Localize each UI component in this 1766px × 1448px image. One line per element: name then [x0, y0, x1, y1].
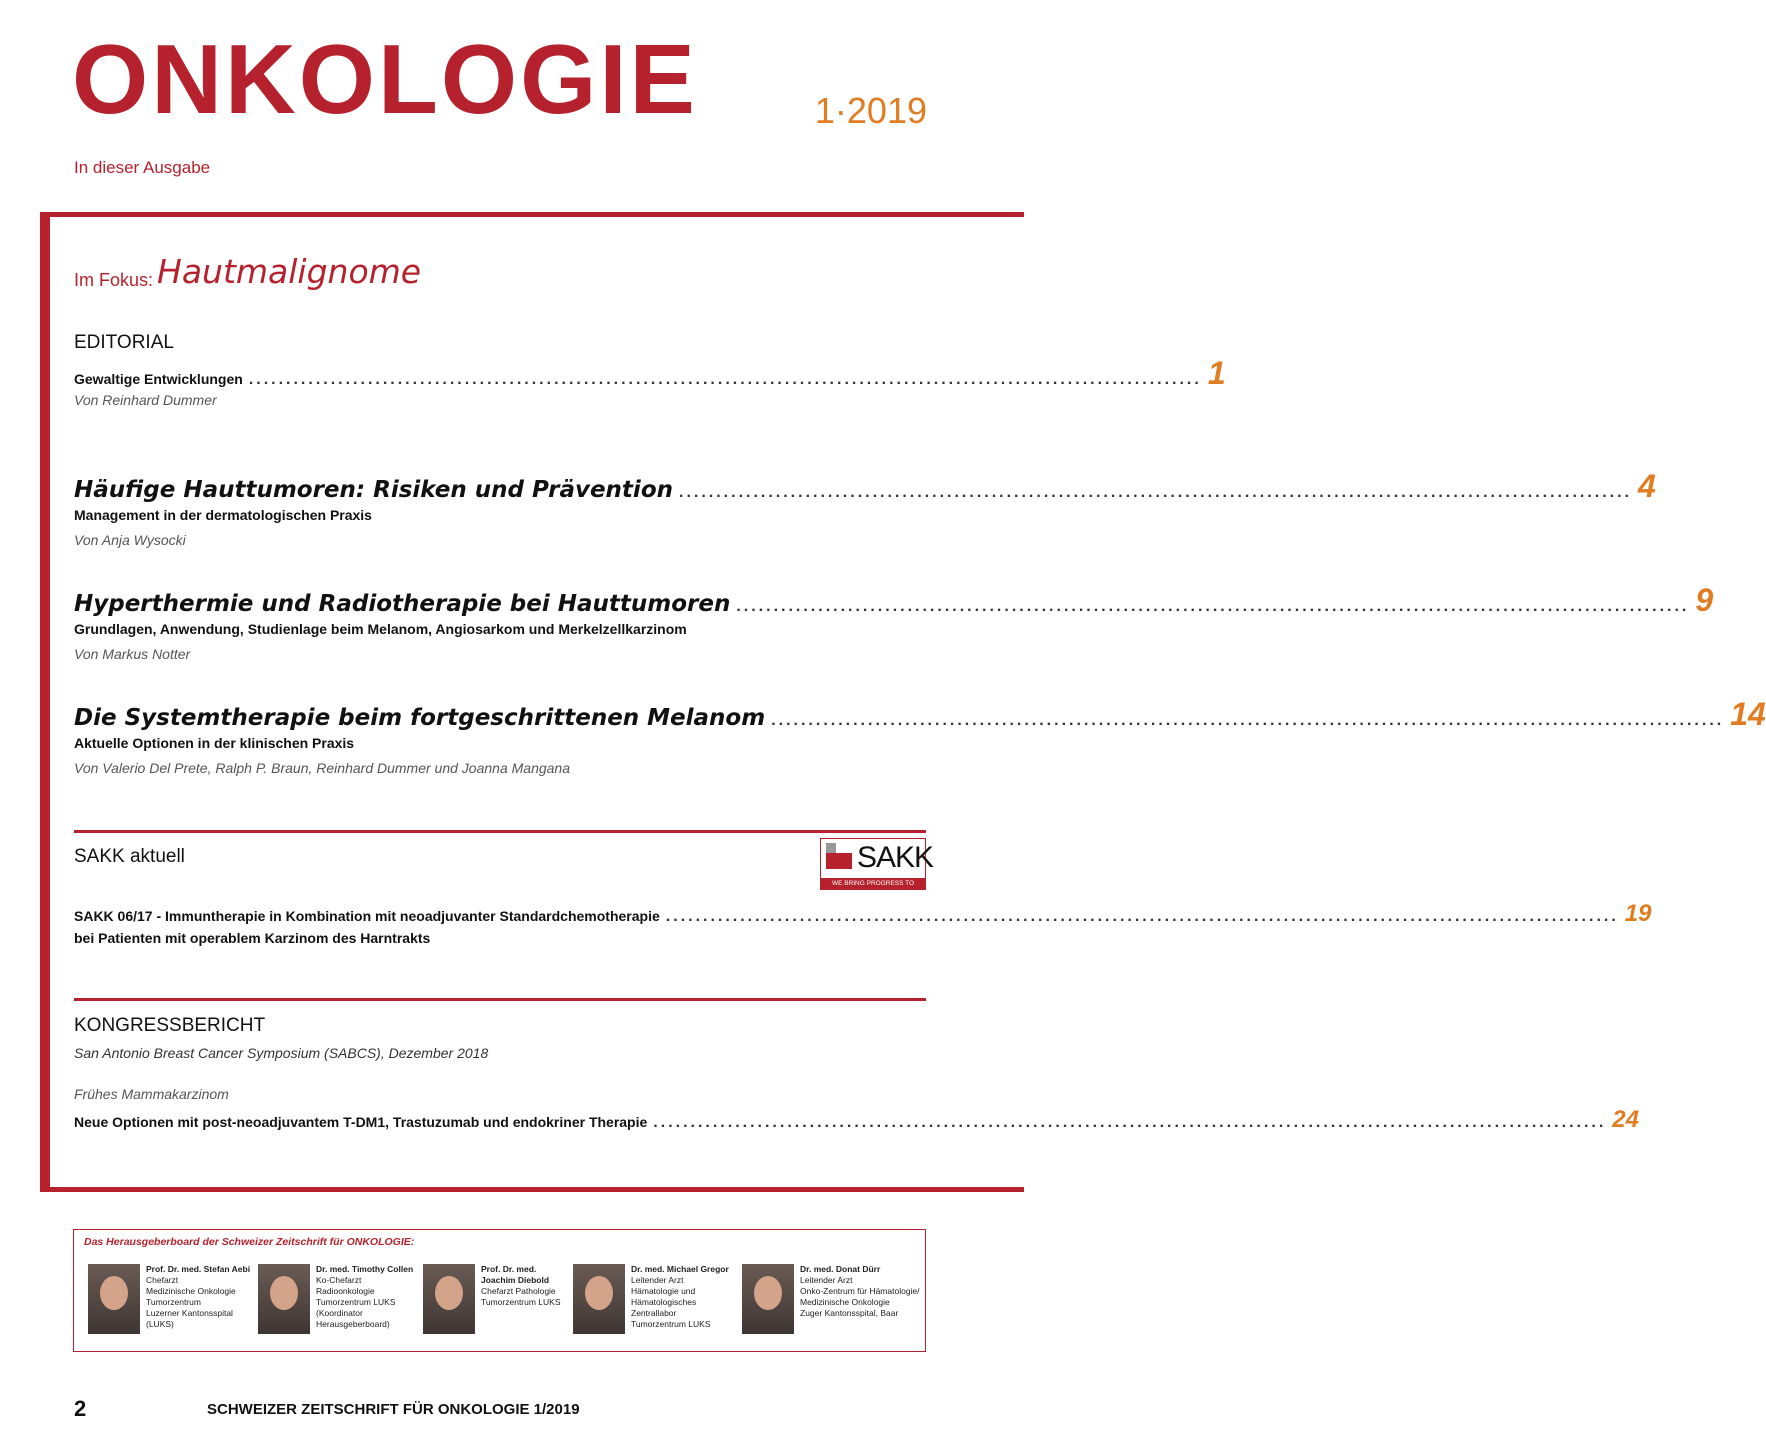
toc-entry-title: SAKK 06/17 - Immuntherapie in Kombination mit neoadjuvanter Standardchemotherapie	[74, 908, 660, 924]
member-line: Ko-Chefarzt	[316, 1275, 362, 1285]
toc-entry-author: Von Anja Wysocki	[74, 532, 186, 548]
member-name: Dr. med. Donat Dürr	[800, 1264, 881, 1274]
journal-footer: SCHWEIZER ZEITSCHRIFT FÜR ONKOLOGIE 1/2019	[207, 1401, 580, 1418]
section-rule	[74, 830, 926, 833]
focus-title: Hautmalignome	[157, 252, 422, 291]
member-line: (Koordinator	[316, 1308, 363, 1318]
member-line: Leitender Arzt	[631, 1275, 684, 1285]
member-line: Tumorzentrum	[146, 1297, 201, 1307]
masthead-title: ONKOLOGIE	[72, 24, 698, 134]
page-number: 2	[74, 1396, 87, 1421]
member-line: Hämatologie und	[631, 1286, 696, 1296]
member-line: (LUKS)	[146, 1319, 174, 1329]
member-line: Zentrallabor	[631, 1308, 677, 1318]
toc-entry-title: Die Systemtherapie beim fortgeschrittenen Melanom	[74, 705, 766, 731]
member-photo	[423, 1264, 475, 1334]
toc-entry-title: Gewaltige Entwicklungen	[74, 371, 243, 387]
leader-dots: ................................................................................................................................	[771, 712, 1725, 729]
toc-entry-page: 14	[1730, 696, 1766, 732]
leader-dots: ................................................................................................................................	[736, 598, 1690, 615]
member-line: Radioonkologie	[316, 1286, 375, 1296]
toc-entry-subtitle: Management in der dermatologischen Praxis	[74, 507, 372, 523]
member-photo	[88, 1264, 140, 1334]
member-name: Dr. med. Michael Gregor	[631, 1264, 729, 1274]
toc-entry-page: 4	[1638, 468, 1656, 504]
toc-entry-page: 24	[1612, 1106, 1639, 1133]
member-line: Tumorzentrum LUKS	[316, 1297, 396, 1307]
kongress-topic: Frühes Mammakarzinom	[74, 1086, 229, 1102]
toc-entry-author: Von Valerio Del Prete, Ralph P. Braun, Reinhard Dummer und Joanna Mangana	[74, 760, 570, 776]
toc-entry-article[interactable]	[74, 696, 1766, 733]
masthead-subtitle: In dieser Ausgabe	[74, 158, 211, 177]
toc-entry-page: 9	[1695, 582, 1714, 618]
member-line: Tumorzentrum LUKS	[481, 1297, 561, 1307]
member-photo	[573, 1264, 625, 1334]
member-line: Medizinische Onkologie	[800, 1297, 890, 1307]
leader-dots: ................................................................................................................................	[665, 908, 1619, 925]
sakk-logo-tagline: WE BRING PROGRESS TO CANCER CARE	[821, 878, 925, 889]
kongress-heading: KONGRESSBERICHT	[74, 1015, 266, 1036]
sakk-logo	[820, 838, 934, 898]
toc-entry-title: Häufige Hauttumoren: Risiken und Prävention	[74, 477, 673, 503]
leader-dots: ................................................................................................................................	[248, 371, 1202, 388]
leader-dots: ................................................................................................................................	[653, 1114, 1607, 1131]
editorial-board	[73, 1229, 926, 1352]
member-photo	[258, 1264, 310, 1334]
toc-entry-kongress[interactable]	[74, 1106, 1639, 1134]
editorial-heading: EDITORIAL	[74, 332, 174, 353]
sakk-heading: SAKK aktuell	[74, 846, 185, 867]
toc-entry-subtitle: Grundlagen, Anwendung, Studienlage beim Melanom, Angiosarkom und Merkelzellkarzinom	[74, 621, 687, 637]
toc-entry-subtitle: Aktuelle Optionen in der klinischen Praxis	[74, 735, 355, 751]
toc-entry-page: 1	[1207, 355, 1226, 391]
member-name: Prof. Dr. med.	[481, 1264, 537, 1274]
sakk-logo-text: SAKK	[857, 841, 934, 874]
member-line: Zuger Kantonsspital, Baar	[800, 1308, 899, 1318]
member-line: Medizinische Onkologie	[146, 1286, 236, 1296]
toc-entry-title: Neue Optionen mit post-neoadjuvantem T-DM1, Trastuzumab und endokriner Therapie	[74, 1114, 648, 1130]
member-line: Chefarzt Pathologie	[481, 1286, 556, 1296]
toc-entry-article[interactable]	[74, 468, 1656, 505]
member-line: Hämatologisches	[631, 1297, 697, 1307]
member-name: Prof. Dr. med. Stefan Aebi	[146, 1264, 251, 1274]
toc-entry-article[interactable]	[74, 582, 1714, 619]
toc-entry-editorial[interactable]	[74, 355, 1226, 392]
member-line: Leitender Arzt	[800, 1275, 853, 1285]
toc-entry-sakk[interactable]	[74, 900, 1652, 928]
toc-entry-page: 19	[1624, 900, 1652, 927]
member-photo	[742, 1264, 794, 1334]
toc-entry-author: Von Markus Notter	[74, 646, 191, 662]
member-name: Joachim Diebold	[481, 1275, 550, 1285]
member-name: Dr. med. Timothy Collen	[316, 1264, 414, 1274]
member-line: Chefarzt	[146, 1275, 179, 1285]
member-line: Luzerner Kantonsspital	[146, 1308, 233, 1318]
member-line: Tumorzentrum LUKS	[631, 1319, 711, 1329]
member-line: Herausgeberboard)	[316, 1319, 390, 1329]
toc-entry-title: Hyperthermie und Radiotherapie bei Hauttumoren	[74, 591, 731, 617]
leader-dots: ................................................................................................................................	[679, 484, 1632, 501]
focus-label: Im Fokus:	[74, 270, 154, 290]
board-title: Das Herausgeberboard der Schweizer Zeitschrift für ONKOLOGIE:	[84, 1236, 415, 1248]
section-rule	[74, 998, 926, 1001]
issue-number: 1·2019	[814, 90, 927, 131]
kongress-event: San Antonio Breast Cancer Symposium (SABCS), Dezember 2018	[74, 1045, 489, 1061]
toc-entry-subtitle: bei Patienten mit operablem Karzinom des Harntrakts	[74, 930, 431, 946]
toc-entry-author: Von Reinhard Dummer	[74, 392, 217, 408]
member-line: Onko-Zentrum für Hämatologie/	[800, 1286, 920, 1296]
